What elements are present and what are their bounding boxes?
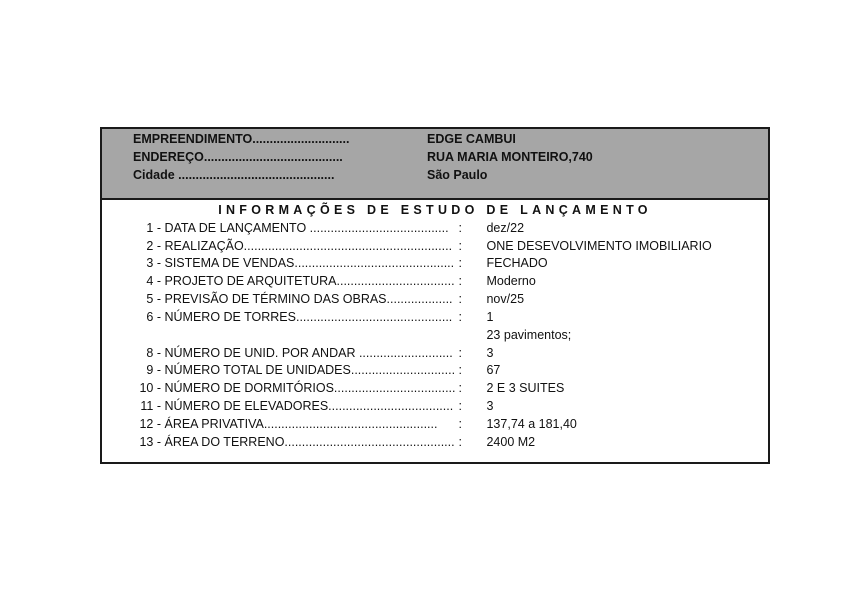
- item-value: 3: [486, 399, 494, 413]
- item-value: 1: [486, 310, 494, 324]
- item-colon: :: [458, 435, 462, 449]
- header-panel: [102, 129, 768, 200]
- list-item: [137, 361, 500, 379]
- header-value: EDGE CAMBUI: [427, 132, 516, 146]
- item-label: ÁREA PRIVATIVA..................................................: [164, 417, 438, 431]
- header-value: São Paulo: [427, 168, 488, 182]
- item-colon: :: [458, 274, 462, 288]
- item-colon: :: [458, 363, 462, 377]
- list-item: [137, 433, 535, 451]
- item-label: REALIZAÇÃO............................................................: [164, 239, 453, 253]
- item-number: 9 -: [146, 363, 161, 377]
- list-item: [137, 272, 536, 290]
- item-colon: :: [458, 239, 462, 253]
- list-item: [137, 326, 571, 344]
- item-colon: :: [458, 417, 462, 431]
- header-label: Cidade .............................................: [133, 168, 335, 182]
- item-number: 2 -: [146, 239, 161, 253]
- header-value: RUA MARIA MONTEIRO,740: [427, 150, 593, 164]
- item-value: 137,74 a 181,40: [486, 417, 577, 431]
- header-row-empreendimento: [133, 130, 516, 148]
- item-number: 12 -: [139, 417, 161, 431]
- item-number: 4 -: [146, 274, 161, 288]
- list-item: [137, 344, 493, 362]
- item-value: nov/25: [486, 292, 525, 306]
- item-label: ÁREA DO TERRENO.................................................: [164, 435, 455, 449]
- item-label: NÚMERO DE ELEVADORES....................................: [164, 399, 454, 413]
- item-number: 6 -: [146, 310, 161, 324]
- item-colon: :: [458, 292, 462, 306]
- item-colon: :: [458, 399, 462, 413]
- item-number: 5 -: [146, 292, 161, 306]
- item-number: 10 -: [139, 381, 161, 395]
- item-label: SISTEMA DE VENDAS..............................................: [164, 256, 455, 270]
- item-colon: :: [458, 381, 462, 395]
- list-item: [137, 254, 548, 272]
- item-value: 2400 M2: [486, 435, 536, 449]
- list-item: [137, 397, 493, 415]
- item-colon: :: [458, 346, 462, 360]
- info-sheet: [100, 127, 770, 464]
- item-colon: :: [458, 256, 462, 270]
- item-number: 11 -: [140, 399, 161, 413]
- item-label: NÚMERO DE TORRES.............................................: [164, 310, 453, 324]
- item-label: DATA DE LANÇAMENTO ........................................: [164, 221, 449, 235]
- header-row-endereco: [133, 148, 593, 166]
- item-label: NÚMERO DE UNID. POR ANDAR ...........................: [164, 346, 453, 360]
- item-number: 1 -: [146, 221, 161, 235]
- item-number: 8 -: [146, 346, 161, 360]
- item-value: 2 E 3 SUITES: [486, 381, 565, 395]
- item-colon: :: [458, 221, 462, 235]
- item-value: dez/22: [486, 221, 525, 235]
- list-item: [137, 237, 712, 255]
- item-number: 3 -: [146, 256, 161, 270]
- item-label: NÚMERO DE DORMITÓRIOS...................................: [164, 381, 456, 395]
- item-label: PROJETO DE ARQUITETURA..................................: [164, 274, 455, 288]
- list-item: [137, 415, 577, 433]
- item-number: 13 -: [139, 435, 161, 449]
- section-title: INFORMAÇÕES DE ESTUDO DE LANÇAMENTO: [218, 203, 652, 217]
- item-value: ONE DESEVOLVIMENTO IMOBILIARIO: [486, 239, 712, 253]
- item-value: 23 pavimentos;: [486, 328, 572, 342]
- item-value: Moderno: [486, 274, 536, 288]
- header-label: ENDEREÇO........................................: [133, 150, 343, 164]
- list-item: [137, 219, 524, 237]
- item-colon: :: [458, 310, 462, 324]
- item-value: 3: [486, 346, 494, 360]
- item-label: PREVISÃO DE TÉRMINO DAS OBRAS...................: [164, 292, 453, 306]
- list-item: [137, 308, 493, 326]
- item-value: 67: [486, 363, 501, 377]
- header-label: EMPREENDIMENTO............................: [133, 132, 350, 146]
- item-value: FECHADO: [486, 256, 548, 270]
- header-row-cidade: [133, 166, 487, 184]
- list-item: [137, 290, 524, 308]
- list-item: [137, 379, 564, 397]
- item-label: NÚMERO TOTAL DE UNIDADES..............................: [164, 363, 456, 377]
